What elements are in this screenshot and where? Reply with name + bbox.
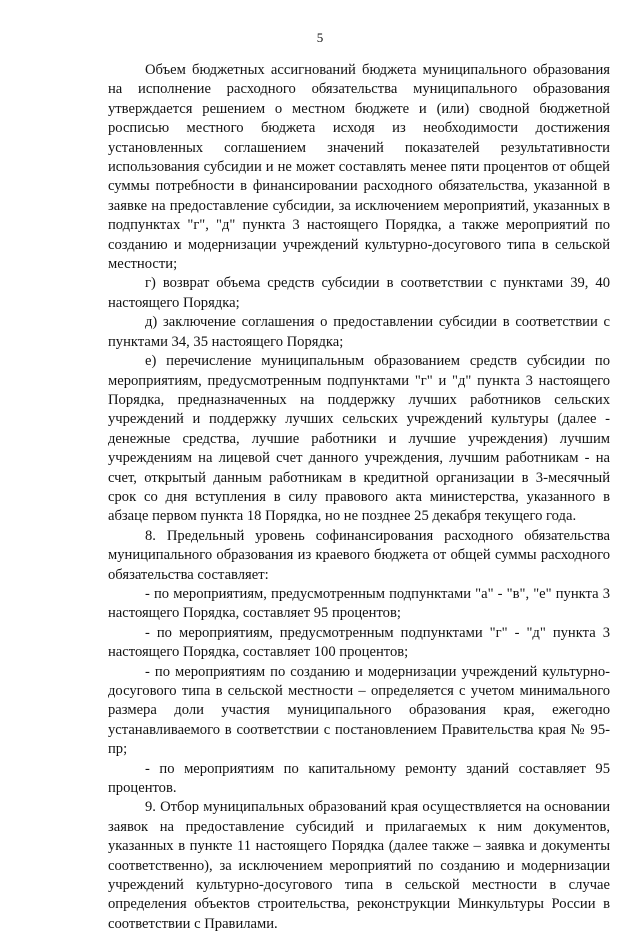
page-number: 5 — [316, 30, 324, 45]
paragraph-clause-8: 8. Предельный уровень софинансирования расходного обязательства муниципального образования из краевого бюджета от общей суммы расходного обязательства составляет: — [108, 527, 610, 583]
paragraph-item-d: д) заключение соглашения о предоставлении субсидии в соответствии с пунктами 34, 35 настоящего Порядка; — [108, 314, 610, 350]
paragraph-clause-9: 9. Отбор муниципальных образований края осуществляется на основании заявок на предоставление субсидий и прилагаемых к ним документов, указанных в пункте 11 настоящего Порядка (далее также – заявка и документы соответственно), за исключением мероприятий по созданию и модернизации учреждений культурно-досугового типа в сельской местности в случае определения объектов строительства, реконструкции Минкультуры России в соответствии с Правилами. — [108, 799, 610, 932]
list-item-95-percent: - по мероприятиям, предусмотренным подпунктами "а" - "в", "е" пункта 3 настоящего Порядка, составляет 95 процентов; — [108, 585, 610, 622]
list-item-100-percent: - по мероприятиям, предусмотренным подпунктами "г" - "д" пункта 3 настоящего Порядка, составляет 100 процентов; — [108, 624, 610, 661]
paragraph-budget-allocation: Объем бюджетных ассигнований бюджета муниципального образования на исполнение расходного обязательства муниципального образования утверждается решением о местном бюджете и (или) сводной бюджетной росписью местного бюджета исходя из необходимости достижения установленных соглашением значений показателей результативности использования субсидии и не может составлять менее пяти процентов от общей суммы потребности в финансировании расходного обязательства, указанной в заявке на предоставление субсидии, за исключением мероприятий, указанных в подпунктах "г", "д" пункта 3 настоящего Порядка, а также мероприятий по созданию и модернизации учреждений культурно-досугового типа в сельской местности; — [108, 62, 610, 273]
paragraph-item-e: е) перечисление муниципальным образованием средств субсидии по мероприятиям, предусмотренным подпунктами "г" и "д" пункта 3 настоящего Порядка, предназначенных на поддержку лучших работников сельских учреждений и поддержку лучших сельских учреждений культуры (далее - денежные средства, лучшие работники и лучшие учреждения) лучшим учреждениям на лицевой счет данного учреждения, лучшим работникам - на счет, открытый данным работникам в кредитной организации в 3-месячный срок со дня вступления в силу правового акта министерства, указанного в абзаце первом пункта 18 Порядка, но не позднее 25 декабря текущего года. — [108, 353, 610, 525]
paragraph-item-g: г) возврат объема средств субсидии в соответствии с пунктами 39, 40 настоящего Порядка; — [108, 275, 610, 311]
list-item-capital-repair: - по мероприятиям по капитальному ремонту зданий составляет 95 процентов. — [108, 760, 610, 797]
list-item-rural-modernization: - по мероприятиям по созданию и модернизации учреждений культурно-досугового типа в сельской местности – определяется с учетом минимального размера доли участия муниципального образования края, ежегодно устанавливаемого в соответствии с постановлением Правительства края № 95-пр; — [108, 663, 610, 758]
document-body — [108, 61, 610, 934]
